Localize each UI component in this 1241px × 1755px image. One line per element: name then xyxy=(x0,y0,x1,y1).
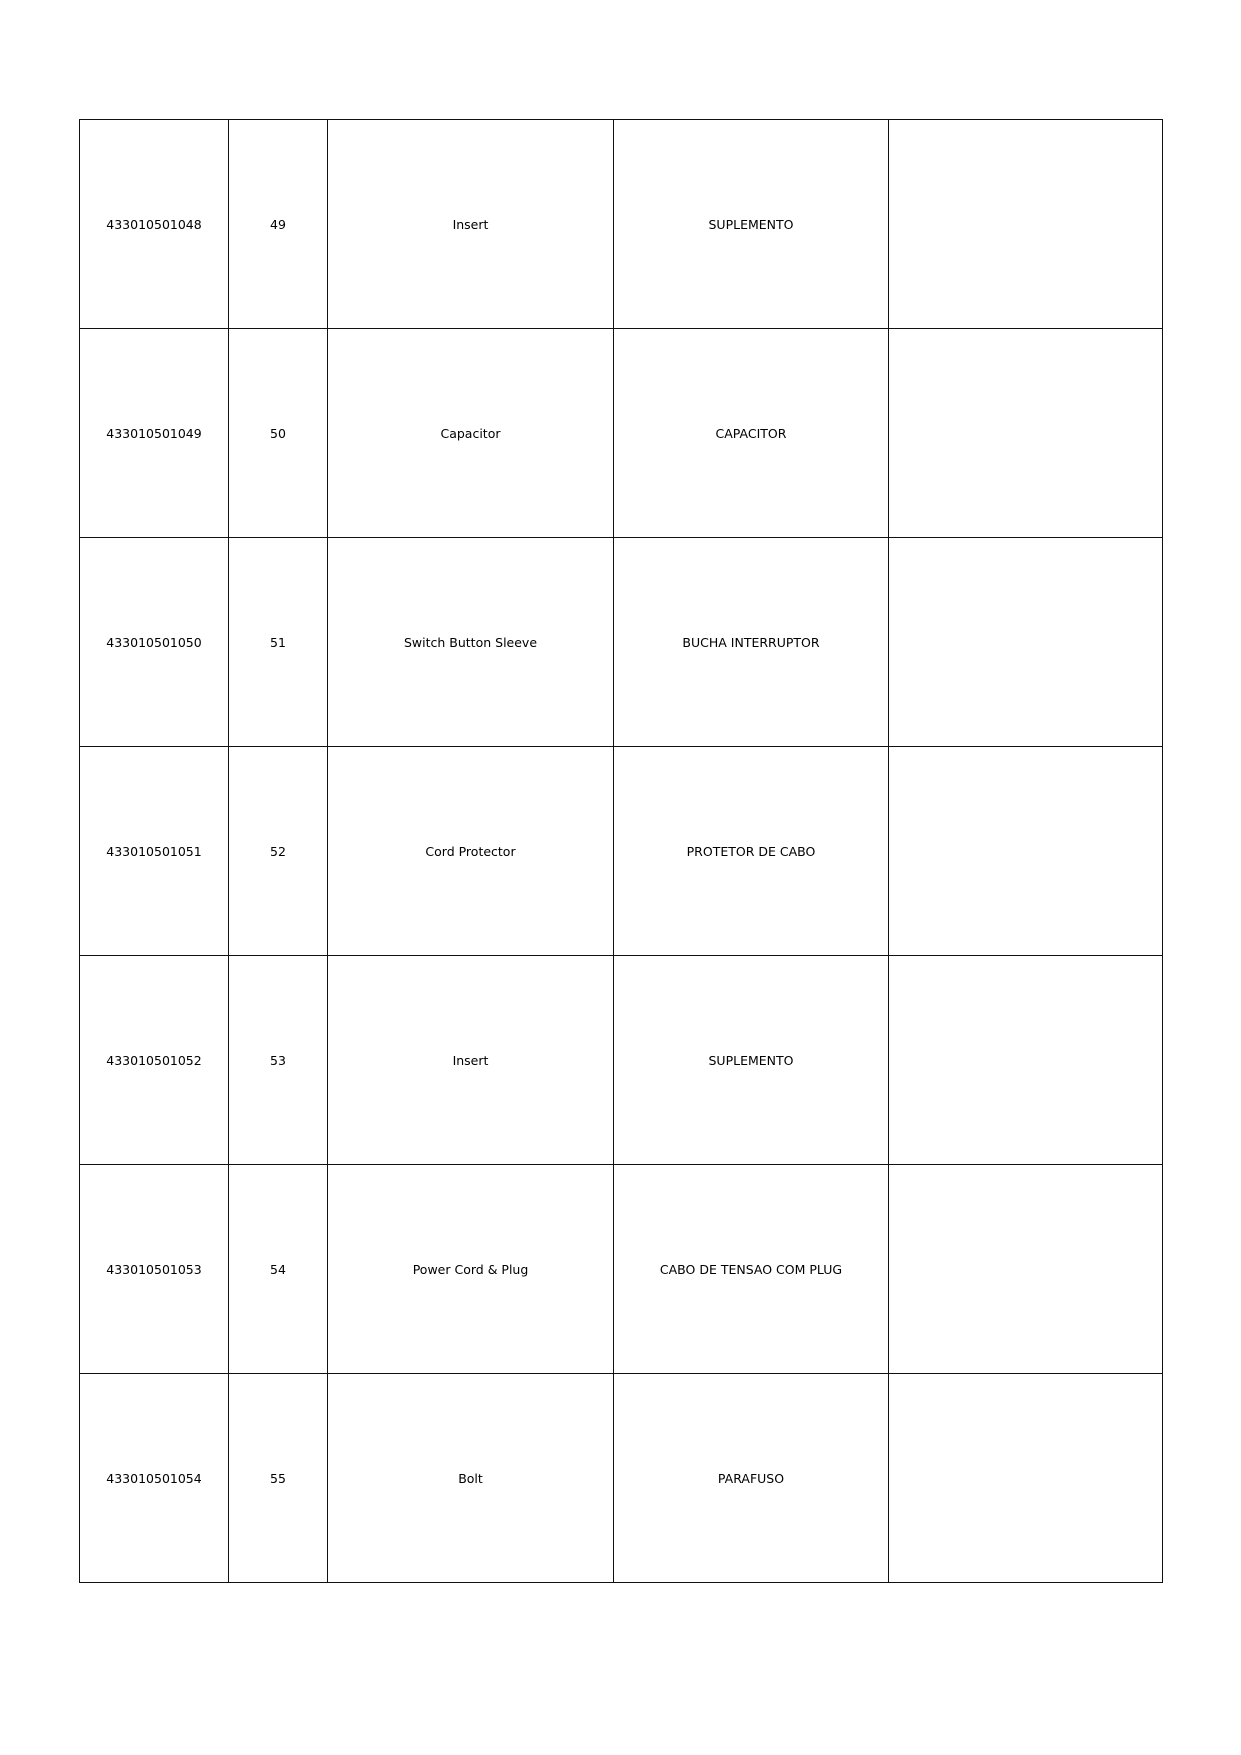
english-name-cell: Capacitor xyxy=(328,329,614,538)
table-row xyxy=(80,956,1163,1165)
table-row xyxy=(80,1165,1163,1374)
item-number-cell: 52 xyxy=(229,747,328,956)
item-number-cell: 49 xyxy=(229,120,328,329)
portuguese-name-cell: BUCHA INTERRUPTOR xyxy=(614,538,889,747)
english-name-cell: Insert xyxy=(328,120,614,329)
item-number-cell: 51 xyxy=(229,538,328,747)
table-row xyxy=(80,1374,1163,1583)
portuguese-name-cell: SUPLEMENTO xyxy=(614,120,889,329)
table-row xyxy=(80,120,1163,329)
english-name-cell: Power Cord & Plug xyxy=(328,1165,614,1374)
item-number-cell: 55 xyxy=(229,1374,328,1583)
english-name-cell: Switch Button Sleeve xyxy=(328,538,614,747)
portuguese-name-cell: PROTETOR DE CABO xyxy=(614,747,889,956)
notes-cell xyxy=(889,1374,1163,1583)
table-row xyxy=(80,747,1163,956)
item-number-cell: 53 xyxy=(229,956,328,1165)
notes-cell xyxy=(889,120,1163,329)
part-code-cell: 433010501053 xyxy=(80,1165,229,1374)
english-name-cell: Cord Protector xyxy=(328,747,614,956)
notes-cell xyxy=(889,747,1163,956)
table-row xyxy=(80,538,1163,747)
table-row xyxy=(80,329,1163,538)
portuguese-name-cell: SUPLEMENTO xyxy=(614,956,889,1165)
item-number-cell: 50 xyxy=(229,329,328,538)
portuguese-name-cell: CAPACITOR xyxy=(614,329,889,538)
parts-table xyxy=(79,119,1163,1583)
english-name-cell: Bolt xyxy=(328,1374,614,1583)
notes-cell xyxy=(889,538,1163,747)
part-code-cell: 433010501050 xyxy=(80,538,229,747)
notes-cell xyxy=(889,1165,1163,1374)
item-number-cell: 54 xyxy=(229,1165,328,1374)
part-code-cell: 433010501048 xyxy=(80,120,229,329)
part-code-cell: 433010501054 xyxy=(80,1374,229,1583)
portuguese-name-cell: CABO DE TENSAO COM PLUG xyxy=(614,1165,889,1374)
english-name-cell: Insert xyxy=(328,956,614,1165)
portuguese-name-cell: PARAFUSO xyxy=(614,1374,889,1583)
part-code-cell: 433010501049 xyxy=(80,329,229,538)
part-code-cell: 433010501051 xyxy=(80,747,229,956)
part-code-cell: 433010501052 xyxy=(80,956,229,1165)
notes-cell xyxy=(889,329,1163,538)
notes-cell xyxy=(889,956,1163,1165)
